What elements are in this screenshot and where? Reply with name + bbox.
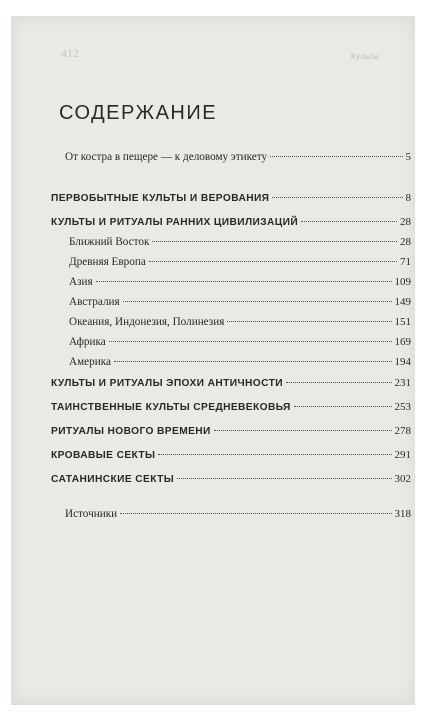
book-page bbox=[11, 16, 415, 705]
toc-chapter-page: 302 bbox=[394, 473, 411, 485]
dot-leader bbox=[177, 478, 391, 479]
toc-section-label: Азия bbox=[69, 276, 93, 288]
dot-leader bbox=[109, 341, 392, 342]
toc-section-middle-east[interactable] bbox=[69, 236, 411, 254]
toc-section-page: 149 bbox=[394, 296, 411, 308]
dot-leader bbox=[149, 261, 397, 262]
toc-entry-label: Источники bbox=[65, 508, 118, 520]
toc-chapter-middle-ages[interactable] bbox=[51, 401, 411, 419]
dot-leader bbox=[96, 281, 392, 282]
toc-chapter-page: 8 bbox=[405, 192, 411, 204]
dot-leader bbox=[214, 430, 392, 431]
toc-chapter-page: 231 bbox=[394, 377, 411, 389]
toc-section-label: Австралия bbox=[69, 296, 120, 308]
toc-section-page: 169 bbox=[394, 336, 411, 348]
dot-leader bbox=[114, 361, 392, 362]
dot-leader bbox=[301, 221, 397, 222]
toc-section-australia[interactable] bbox=[69, 296, 411, 314]
toc-chapter-page: 291 bbox=[394, 449, 411, 461]
toc-section-america[interactable] bbox=[69, 356, 411, 374]
toc-chapter-label: ПЕРВОБЫТНЫЕ КУЛЬТЫ И ВЕРОВАНИЯ bbox=[51, 193, 270, 204]
dot-leader bbox=[227, 321, 391, 322]
dot-leader bbox=[270, 156, 402, 157]
running-head: Культы bbox=[351, 52, 379, 61]
toc-section-ancient-europe[interactable] bbox=[69, 256, 411, 274]
toc-chapter-early-civilizations[interactable] bbox=[51, 216, 411, 234]
toc-section-page: 28 bbox=[400, 236, 411, 248]
toc-section-label: Древняя Европа bbox=[69, 256, 146, 268]
toc-chapter-label: КУЛЬТЫ И РИТУАЛЫ РАННИХ ЦИВИЛИЗАЦИЙ bbox=[51, 217, 299, 228]
dot-leader bbox=[294, 406, 392, 407]
toc-entry-label: От костра в пещере — к деловому этикету bbox=[65, 151, 268, 163]
toc-entry-page: 5 bbox=[405, 151, 411, 163]
dot-leader bbox=[286, 382, 392, 383]
toc-chapter-label: РИТУАЛЫ НОВОГО ВРЕМЕНИ bbox=[51, 426, 211, 437]
dot-leader bbox=[158, 454, 391, 455]
toc-entry-page: 318 bbox=[394, 508, 411, 520]
toc-chapter-label: КУЛЬТЫ И РИТУАЛЫ ЭПОХИ АНТИЧНОСТИ bbox=[51, 378, 283, 389]
toc-chapter-satanic-sects[interactable] bbox=[51, 473, 411, 491]
toc-section-label: Америка bbox=[69, 356, 111, 368]
toc-section-page: 109 bbox=[394, 276, 411, 288]
dot-leader bbox=[272, 197, 402, 198]
toc-section-africa[interactable] bbox=[69, 336, 411, 354]
toc-chapter-label: ТАИНСТВЕННЫЕ КУЛЬТЫ СРЕДНЕВЕКОВЬЯ bbox=[51, 402, 291, 413]
toc-chapter-bloody-sects[interactable] bbox=[51, 449, 411, 467]
toc-chapter-primitive-cults[interactable] bbox=[51, 192, 411, 210]
toc-entry-intro[interactable] bbox=[65, 151, 411, 169]
toc-section-page: 151 bbox=[394, 316, 411, 328]
toc-chapter-label: КРОВАВЫЕ СЕКТЫ bbox=[51, 450, 156, 461]
toc-chapter-page: 278 bbox=[394, 425, 411, 437]
toc-chapter-modern-times[interactable] bbox=[51, 425, 411, 443]
toc-title: СОДЕРЖАНИЕ bbox=[59, 102, 218, 124]
toc-section-label: Ближний Восток bbox=[69, 236, 150, 248]
toc-chapter-label: САТАНИНСКИЕ СЕКТЫ bbox=[51, 474, 175, 485]
page-folio: 412 bbox=[61, 46, 79, 60]
toc-section-page: 194 bbox=[394, 356, 411, 368]
toc-section-asia[interactable] bbox=[69, 276, 411, 294]
dot-leader bbox=[120, 513, 391, 514]
toc-entry-sources[interactable] bbox=[65, 508, 411, 526]
toc-section-label: Океания, Индонезия, Полинезия bbox=[69, 316, 225, 328]
dot-leader bbox=[123, 301, 392, 302]
toc-chapter-page: 253 bbox=[394, 401, 411, 413]
toc-section-oceania[interactable] bbox=[69, 316, 411, 334]
dot-leader bbox=[152, 241, 397, 242]
toc-chapter-antiquity[interactable] bbox=[51, 377, 411, 395]
toc-section-label: Африка bbox=[69, 336, 106, 348]
toc-section-page: 71 bbox=[400, 256, 411, 268]
toc-chapter-page: 28 bbox=[400, 216, 411, 228]
